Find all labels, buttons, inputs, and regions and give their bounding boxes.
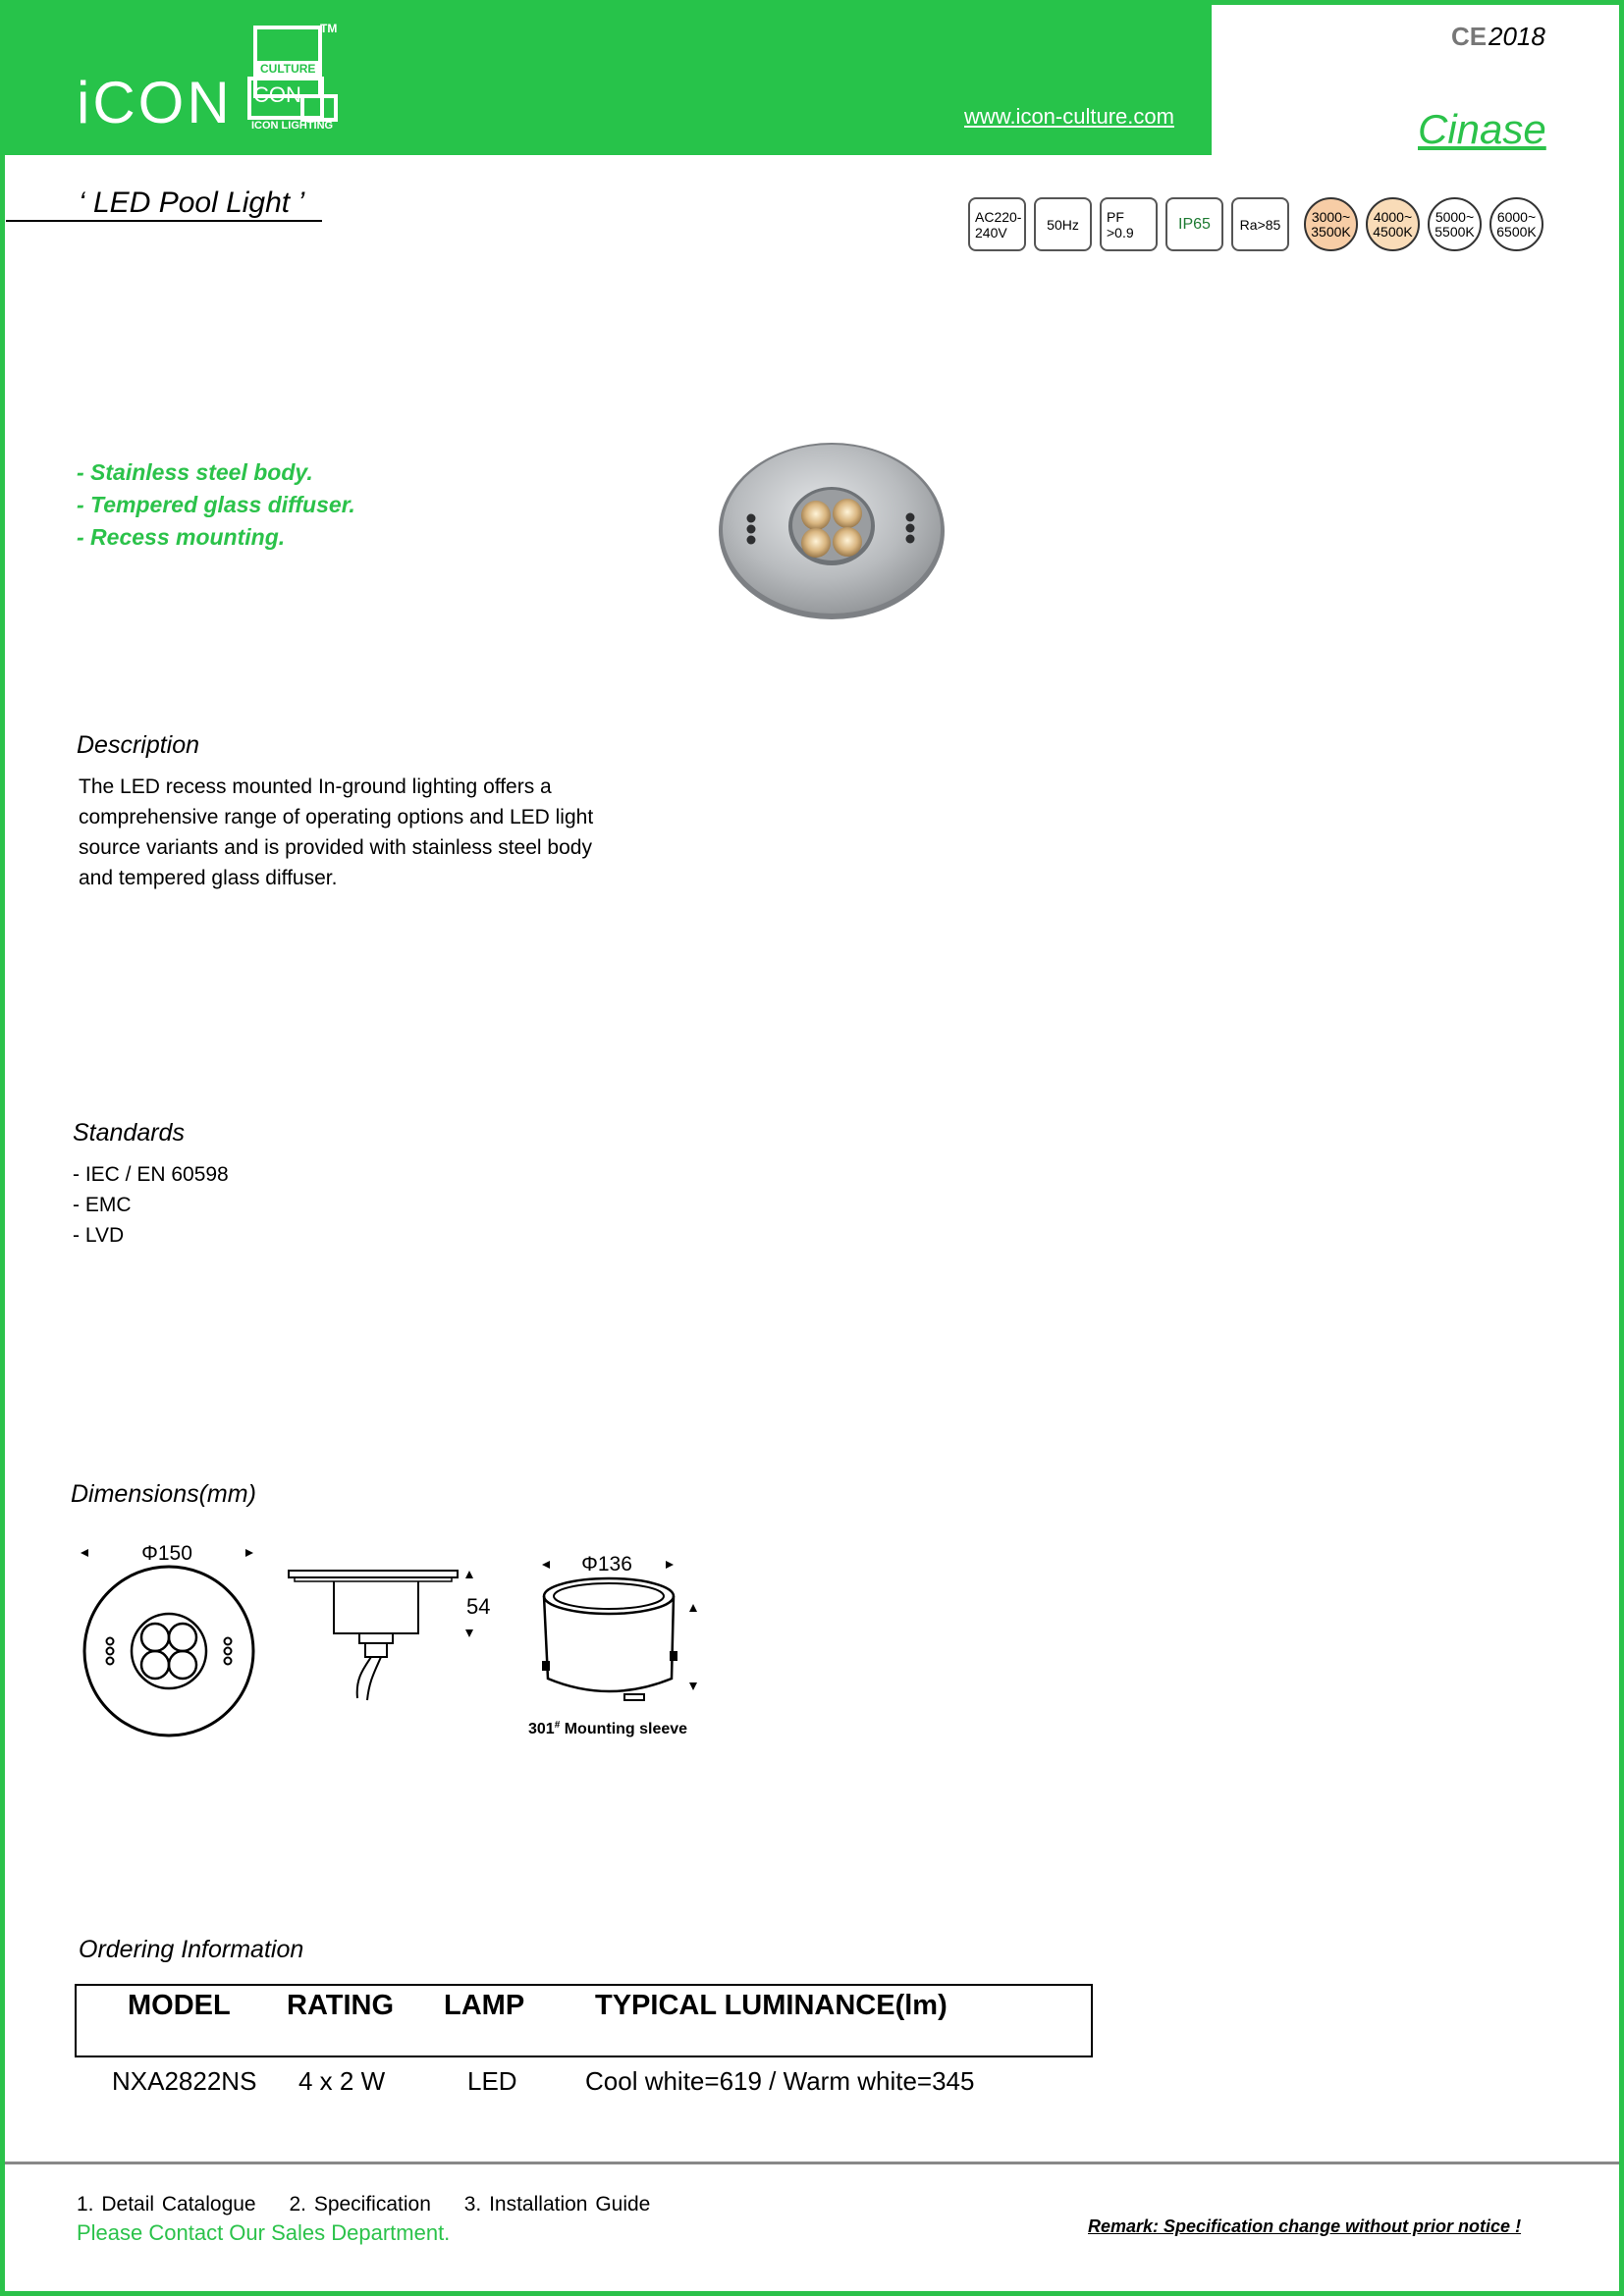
spec-tag-voltage — [968, 197, 1026, 251]
dimension-drawings — [69, 1531, 736, 1747]
order-cell-model: NXA2822NS — [112, 2066, 257, 2096]
spec-tag-label: IP65 — [1178, 215, 1211, 233]
brand-logo-text: iCON — [77, 70, 233, 135]
series-name-link[interactable]: Cinase — [1418, 106, 1546, 152]
order-cell-lamp: LED — [467, 2066, 517, 2096]
order-col-rating: RATING — [287, 1990, 395, 2021]
feature-item: - Stainless steel body. — [77, 459, 313, 485]
cct-label: 5000~ 5500K — [1435, 208, 1475, 240]
logo-tagline: ICON LIGHTING — [251, 120, 334, 132]
standards-heading: Standards — [73, 1119, 185, 1147]
feature-item: - Tempered glass diffuser. — [77, 492, 355, 517]
sleeve-caption — [528, 1720, 687, 1737]
year-label: 2018 — [1489, 22, 1545, 51]
mounting-sleeve-drawing — [528, 1553, 697, 1737]
ce-mark-icon: CE — [1451, 22, 1488, 51]
spec-tag-label: 50Hz — [1047, 216, 1079, 233]
sleeve-caption-sup: # — [554, 1720, 561, 1731]
logo-box-outline — [300, 94, 338, 122]
cct-label: 3000~ 3500K — [1311, 208, 1351, 240]
footer-divider — [5, 2162, 1619, 2164]
spec-tag-ip-rating — [1165, 197, 1223, 251]
order-cell-luminance: Cool white=619 / Warm white=345 — [585, 2066, 975, 2096]
cct-option — [1304, 197, 1358, 251]
logo-culture-text: CULTURE — [257, 61, 318, 77]
spec-tag-label: AC220- 240V — [975, 208, 1022, 240]
standard-item: - EMC — [73, 1194, 132, 1216]
spec-tag-row — [968, 197, 1289, 251]
standards-list — [73, 1159, 229, 1251]
spec-tag-cri — [1231, 197, 1289, 251]
dimensions-heading: Dimensions(mm) — [71, 1480, 256, 1508]
cct-option-row — [1304, 197, 1543, 251]
cct-option — [1489, 197, 1543, 251]
front-diameter-label: Φ150 — [141, 1542, 192, 1565]
front-view-drawing — [81, 1542, 253, 1735]
feature-item: - Recess mounting. — [77, 524, 286, 550]
feature-list — [77, 456, 355, 554]
sleeve-diameter-label: Φ136 — [581, 1553, 632, 1575]
order-col-lamp: LAMP — [444, 1990, 525, 2021]
website-link[interactable]: www.icon-culture.com — [964, 104, 1174, 129]
spec-tag-frequency — [1034, 197, 1092, 251]
product-photo — [717, 440, 947, 622]
cct-option — [1428, 197, 1482, 251]
order-col-model: MODEL — [128, 1990, 231, 2021]
spec-tag-label: PF >0.9 — [1107, 208, 1134, 240]
logo-con-text: CON — [253, 82, 301, 107]
logo-tm-mark: TM — [320, 22, 338, 35]
footer-remark: Remark: Specification change without prior notice ! — [1088, 2216, 1522, 2236]
order-col-luminance: TYPICAL LUMINANCE(lm) — [595, 1990, 947, 2021]
footer-links — [77, 2193, 676, 2216]
sleeve-caption-text: Mounting sleeve — [560, 1721, 688, 1737]
footer-link-specification[interactable]: 2. Specification — [289, 2193, 431, 2216]
footer-link-catalogue[interactable]: 1. Detail Catalogue — [77, 2193, 256, 2216]
footer-contact: Please Contact Our Sales Department. — [77, 2220, 451, 2245]
ordering-heading: Ordering Information — [79, 1936, 304, 1963]
spec-tag-label: Ra>85 — [1239, 216, 1281, 233]
footer-link-installation[interactable]: 3. Installation Guide — [463, 2193, 651, 2216]
sleeve-caption-number: 301 — [528, 1721, 555, 1737]
title-underline — [6, 220, 322, 222]
side-view-drawing — [289, 1571, 490, 1700]
description-text: The LED recess mounted In-ground lighting offers a comprehensive range of operating options and LED light source variants and is provided with stainless steel body and tempered glass diffuser. — [79, 775, 594, 889]
spec-tag-power-factor — [1100, 197, 1158, 251]
cct-label: 6000~ 6500K — [1496, 208, 1537, 240]
cct-option — [1366, 197, 1420, 251]
order-cell-rating: 4 x 2 W — [298, 2066, 386, 2096]
height-label: 54 — [466, 1594, 491, 1619]
product-title: ‘ LED Pool Light ’ — [79, 187, 305, 219]
description-heading: Description — [77, 731, 200, 759]
standard-item: - IEC / EN 60598 — [73, 1163, 229, 1186]
cct-label: 4000~ 4500K — [1373, 208, 1413, 240]
standard-item: - LVD — [73, 1224, 125, 1247]
